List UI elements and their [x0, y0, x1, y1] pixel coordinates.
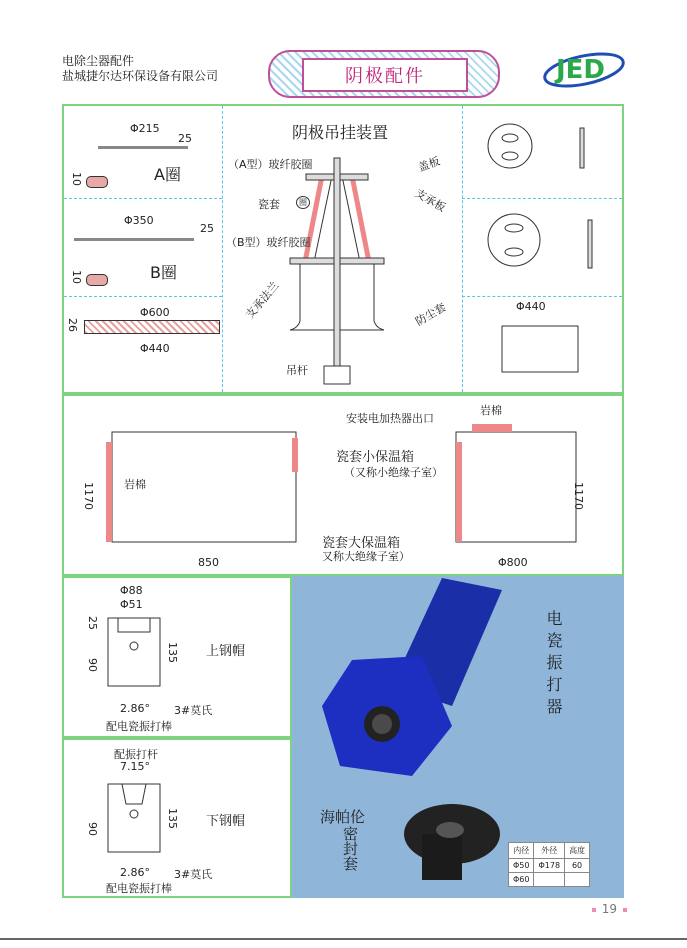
flange-inner: Φ440 — [140, 342, 170, 355]
rock-wool-left: 岩棉 — [124, 478, 146, 491]
height-right: 1170 — [572, 482, 585, 510]
callout-porcelain: 瓷套 — [258, 198, 280, 211]
insulator-box-panel — [62, 394, 624, 576]
ringB-bar — [74, 238, 194, 241]
upper-cap-panel — [62, 576, 292, 738]
rapper-illustration — [292, 576, 624, 786]
cell-height: 60 — [565, 859, 590, 873]
hanger-drawing — [222, 146, 462, 396]
divider-a — [64, 198, 222, 199]
cell-empty-2 — [565, 873, 590, 887]
lower-h3: 135 — [166, 808, 179, 829]
upper-h1: 25 — [86, 616, 99, 630]
lower-cap-panel — [62, 738, 292, 898]
callout-support-flange: 支承法兰 — [243, 279, 282, 322]
divider-b — [64, 296, 222, 297]
callout-support-plate: 支承板 — [412, 186, 448, 215]
callout-b-ring: （B型）玻纤胶圈 — [226, 236, 311, 249]
lower-note: 3#莫氏 — [174, 868, 213, 881]
seal-line2: 密封套 — [341, 826, 359, 871]
upper-h2: 90 — [86, 658, 99, 672]
ringA-bar — [98, 146, 188, 149]
ringA-section — [86, 176, 108, 188]
ringA-width: 25 — [178, 132, 192, 145]
footer-line — [0, 938, 687, 940]
ringB-dia: Φ350 — [124, 214, 154, 227]
upper-d2: Φ51 — [120, 598, 143, 611]
cell-empty-1 — [534, 873, 565, 887]
small-box-label: 瓷套小保温箱 — [336, 450, 415, 465]
flange-outer: Φ600 — [140, 306, 170, 319]
upper-name: 上钢帽 — [206, 644, 246, 659]
upper-angle: 2.86° — [120, 702, 150, 715]
hanger-panel — [62, 104, 624, 394]
rock-wool-right: 岩棉 — [480, 404, 502, 417]
callout-dust: 防尘套 — [413, 300, 449, 329]
cell-inner-2: Φ60 — [509, 873, 534, 887]
lower-name: 下钢帽 — [206, 814, 246, 829]
seal-illustration — [392, 794, 502, 890]
seal-spec-table — [508, 842, 590, 887]
flange-thick: 26 — [66, 318, 79, 332]
jed-logo — [540, 40, 630, 96]
ringB-section — [86, 274, 108, 286]
company-info — [62, 54, 218, 84]
upper-caption: 配电瓷振打棒 — [106, 720, 172, 733]
callout-rod: 吊杆 — [286, 364, 308, 377]
ringA-dia: Φ215 — [130, 122, 160, 135]
height-left: 1170 — [82, 482, 95, 510]
upper-note: 3#莫氏 — [174, 704, 213, 717]
callout-a-ring: （A型）玻纤胶圈 — [228, 158, 313, 171]
ringA-thick: 10 — [70, 172, 83, 186]
rapper-photo — [292, 576, 624, 786]
dust-dia: Φ440 — [516, 300, 546, 313]
seal-photo — [292, 786, 624, 898]
ringB-name: B圈 — [150, 263, 177, 282]
lower-angle: 2.86° — [120, 866, 150, 879]
upper-d1: Φ88 — [120, 584, 143, 597]
company-line1: 电除尘器配件 — [62, 54, 135, 68]
upper-h3: 135 — [166, 642, 179, 663]
th-height: 高度 — [565, 843, 590, 859]
lower-caption: 配电瓷振打棒 — [106, 882, 172, 895]
divider-right — [462, 106, 463, 392]
page-title: 阴极配件 — [302, 58, 468, 92]
lower-top: 配振打杆 — [114, 748, 158, 761]
company-name: 盐城捷尔达环保设备有限公司 — [62, 69, 219, 83]
cell-outer: Φ178 — [534, 859, 565, 873]
heater-outlet-label: 安装电加热器出口 — [346, 412, 434, 425]
title-badge — [268, 50, 500, 98]
rapper-label: 电瓷振打器 — [544, 610, 563, 720]
lower-cap-drawing — [104, 780, 164, 856]
flange-section — [84, 320, 220, 334]
th-inner: 内径 — [509, 843, 534, 859]
small-box-alt: （又称小绝缘子室） — [344, 466, 443, 479]
plates-drawing — [484, 116, 614, 386]
ringA-name: A圈 — [154, 165, 181, 184]
large-box-alt: 又称大绝缘子室） — [322, 550, 410, 563]
callout-porcelain-mark: 圈 — [296, 196, 310, 209]
seal-line1: 海帕伦 — [320, 808, 366, 826]
ringB-width: 25 — [200, 222, 214, 235]
upper-cap-drawing — [104, 614, 164, 690]
ringB-thick: 10 — [70, 270, 83, 284]
callout-cover: 盖板 — [416, 154, 442, 175]
width-left: 850 — [198, 556, 219, 569]
lower-angle-top: 7.15° — [120, 760, 150, 773]
logo-text: JED — [556, 55, 606, 85]
width-right: Φ800 — [498, 556, 528, 569]
hanger-title: 阴极吊挂装置 — [292, 123, 389, 142]
large-box-label: 瓷套大保温箱 — [322, 536, 401, 551]
th-outer: 外径 — [534, 843, 565, 859]
page-number: 19 — [592, 902, 627, 916]
lower-h2: 90 — [86, 822, 99, 836]
cell-inner-1: Φ50 — [509, 859, 534, 873]
